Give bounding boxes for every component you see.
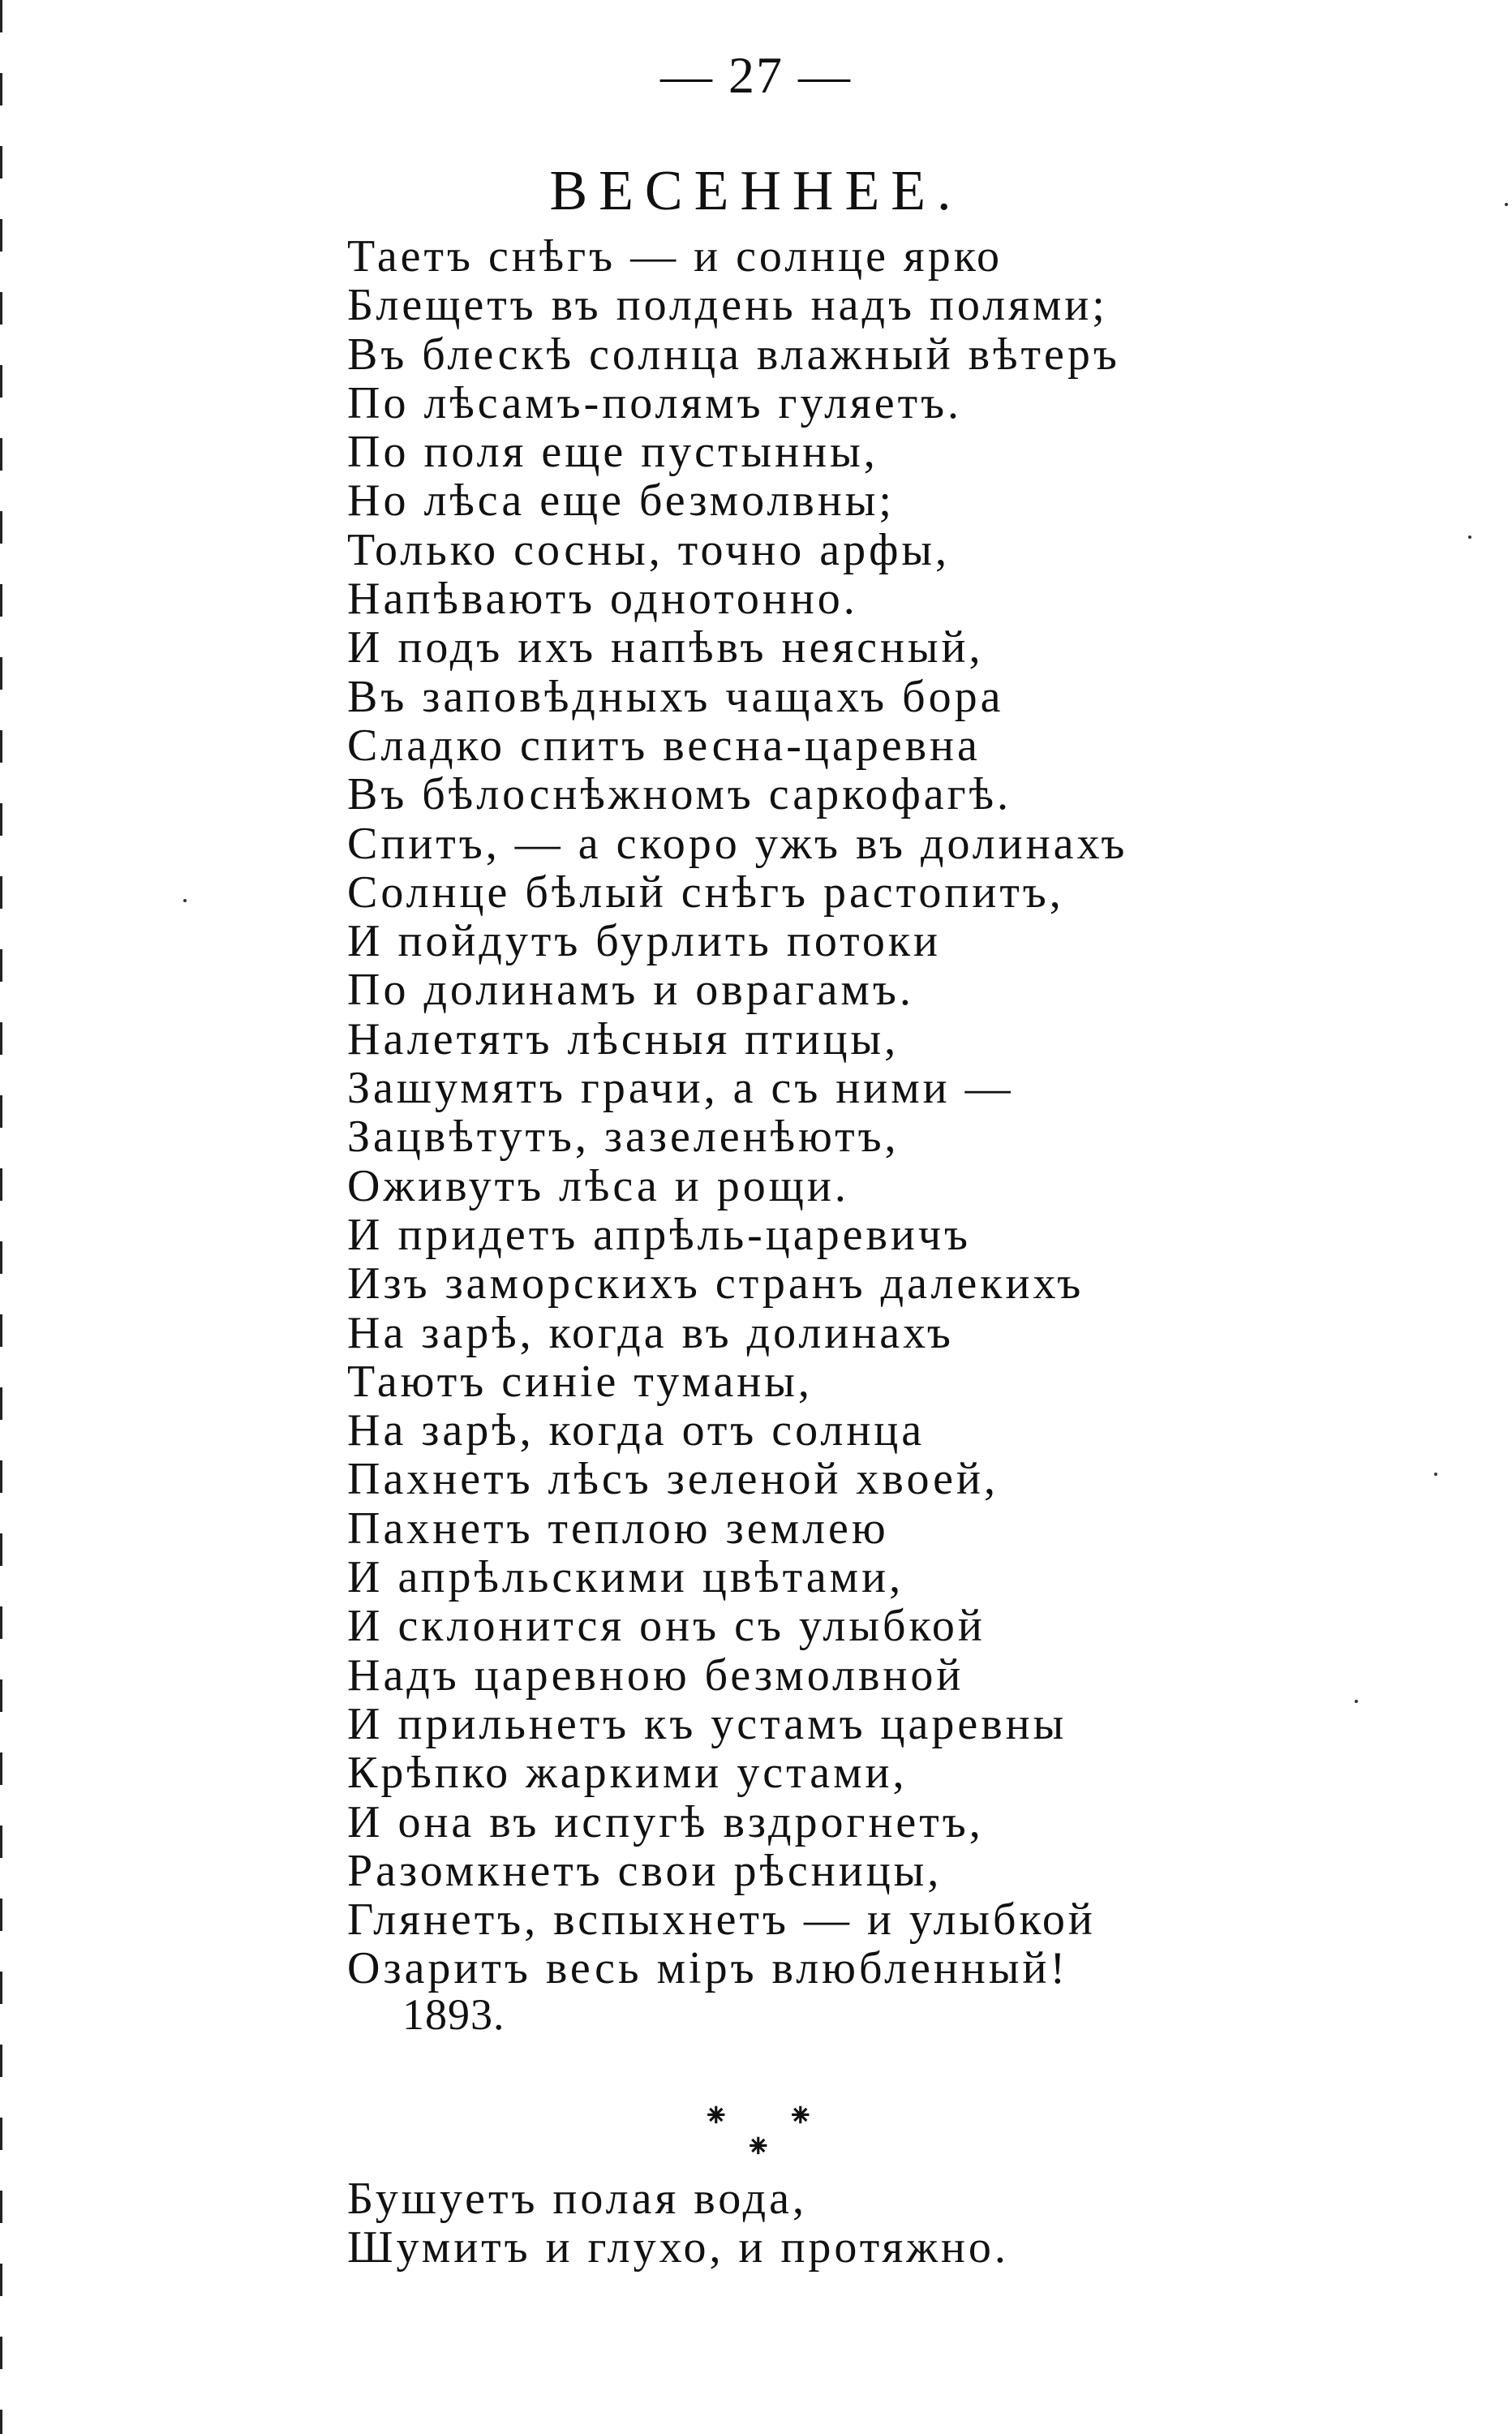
- poem-line: Но лѣса еще безмолвны;: [347, 475, 895, 527]
- poem-line: Глянетъ, вспыхнетъ — и улыбкой: [347, 1894, 1096, 1946]
- poem-line: Изъ заморскихъ странъ далекихъ: [347, 1258, 1085, 1309]
- poem-line: По долинамъ и оврагамъ.: [347, 965, 914, 1016]
- poem-line: И апрѣльскими цвѣтами,: [347, 1552, 904, 1603]
- asterisk-icon: ⁕: [787, 2097, 814, 2134]
- poem-line: Шумитъ и глухо, и протяжно.: [347, 2222, 1009, 2273]
- poem-line: Въ заповѣдныхъ чащахъ бора: [347, 671, 1004, 722]
- poem-body: [347, 232, 1128, 1993]
- poem-line: По поля еще пустынны,: [347, 427, 878, 478]
- poem-line: Зашумятъ грачи, а съ ними —: [347, 1063, 1014, 1114]
- asterisk-icon: ⁕: [745, 2128, 772, 2165]
- asterisk-icon: ⁕: [702, 2097, 730, 2134]
- ink-speck: [1434, 1473, 1437, 1476]
- poem-line: На зарѣ, когда отъ солнца: [347, 1405, 926, 1456]
- poem-line: Надъ царевною безмолвной: [347, 1649, 964, 1701]
- poem-line: Сладко спитъ весна-царевна: [347, 720, 981, 771]
- poem-line: И склонится онъ съ улыбкой: [347, 1601, 986, 1652]
- poem-line: И прильнетъ къ устамъ царевны: [347, 1698, 1067, 1749]
- poem-line: Напѣваютъ однотонно.: [347, 574, 858, 625]
- poem-line: Въ бѣлоснѣжномъ саркофагѣ.: [347, 769, 1012, 820]
- poem-line: И она въ испугѣ вздрогнетъ,: [347, 1796, 984, 1847]
- poem-line: Пахнетъ теплою землею: [347, 1503, 889, 1554]
- ink-speck: [1468, 535, 1471, 539]
- poem-line: Зацвѣтутъ, зазеленѣютъ,: [347, 1112, 900, 1163]
- ink-speck: [1355, 1700, 1358, 1703]
- poem-line: И пойдутъ бурлить потоки: [347, 916, 941, 967]
- poem-line: Налетятъ лѣсныя птицы,: [347, 1013, 900, 1064]
- poem-line: Спитъ, — а скоро ужъ въ долинахъ: [347, 818, 1128, 869]
- poem-line: Въ блескѣ солнца влажный вѣтеръ: [347, 329, 1120, 380]
- poem-title: ВЕСЕННЕЕ.: [549, 160, 963, 222]
- poem-line: По лѣсамъ-полямъ гуляетъ.: [347, 377, 963, 428]
- poem-line: Таетъ снѣгъ — и солнце ярко: [347, 231, 1003, 282]
- poem-line: Блещетъ въ полдень надъ полями;: [347, 280, 1108, 331]
- poem-line: Таютъ синіе туманы,: [347, 1356, 813, 1407]
- page-number: — 27 —: [660, 46, 852, 104]
- poem-line: Оживутъ лѣса и рощи.: [347, 1160, 849, 1211]
- poem-line: И придетъ апрѣль-царевичъ: [347, 1209, 971, 1260]
- poem-line: Солнце бѣлый снѣгъ растопитъ,: [347, 867, 1064, 918]
- poem-line: Разомкнетъ свои рѣсницы,: [347, 1845, 943, 1896]
- poem-date: 1893.: [402, 1990, 505, 2039]
- poem-line: Крѣпко жаркими устами,: [347, 1748, 908, 1799]
- poem-line: Озаритъ весь міръ влюбленный!: [347, 1943, 1069, 1994]
- ink-speck: [183, 899, 187, 902]
- poem-line: И подъ ихъ напѣвъ неясный,: [347, 622, 984, 673]
- poem-line: Только сосны, точно арфы,: [347, 524, 950, 575]
- poem-line: На зарѣ, когда въ долинахъ: [347, 1307, 954, 1358]
- poem-line: Бушуетъ полая вода,: [347, 2174, 808, 2224]
- page-edge-shadow: [0, 0, 2, 2434]
- poem-line: Пахнетъ лѣсъ зеленой хвоей,: [347, 1454, 999, 1505]
- next-poem-body: [347, 2174, 1009, 2273]
- section-separator: [698, 2097, 827, 2165]
